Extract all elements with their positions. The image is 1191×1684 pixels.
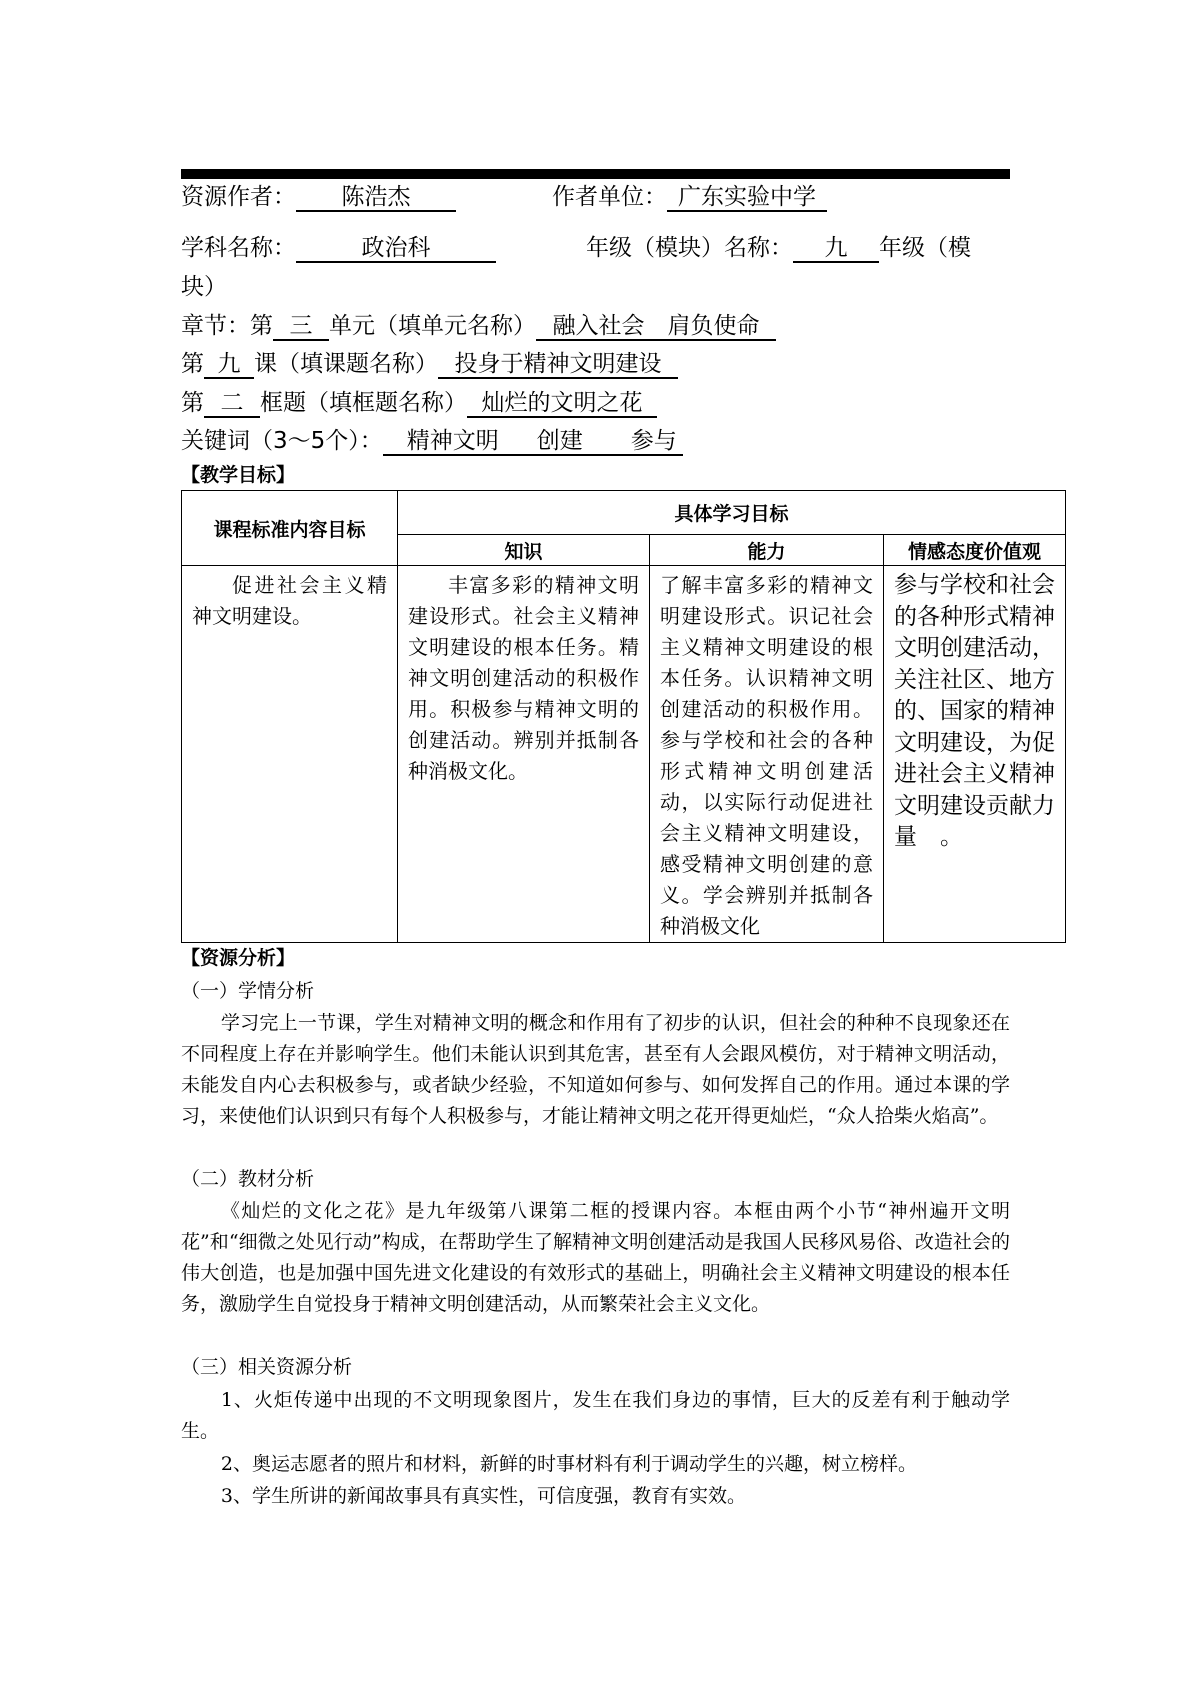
keyword-2: 创建 [536,428,583,454]
goals-section-title: 【教学目标】 [181,464,296,486]
ability-header: 能力 [650,535,884,566]
attitude-cell [884,566,1066,943]
lesson-num: 九 [204,351,254,379]
header-rule [181,169,1010,179]
group-header: 具体学习目标 [398,491,1066,535]
keyword-3: 参与 [630,428,677,454]
subject-value: 政治科 [296,235,496,263]
keyword-1: 精神文明 [406,428,499,454]
list-item: 3、学生所讲的新闻故事具有真实性，可信度强，教育有实效。 [220,1485,746,1507]
analysis-1-title: （一）学情分析 [181,980,315,1002]
lesson-mid: 课（填课题名称） [254,351,438,377]
list-item: 1、火炬传递中出现的不文明现象图片，发生在我们身边的事情，巨大的反差有利于触动学生。 [181,1389,1010,1442]
standard-cell [182,566,398,943]
analysis-1-text: 学习完上一节课，学生对精神文明的概念和作用有了初步的认识，但社会的种种不良现象还在不同程度上存在并影响学生。他们未能认识到其危害，甚至有人会跟风模仿，对于精神文明活动，未能发自内心去积极参与，或者缺少经验，不知道如何参与、如何发挥自己的作用。通过本课的学习，来使他们认识到只有每个人积极参与，才能让精神文明之花开得更灿烂，“众人拾柴火焰高”。 [181,1012,1010,1127]
subject-label: 学科名称： [181,235,296,261]
chapter-name: 融入社会 肩负使命 [536,313,776,341]
subject-line [181,233,971,263]
frame-line [181,388,657,418]
author-line [181,182,827,212]
author-value: 陈浩杰 [296,184,456,212]
standard-text: 促进社会主义精神文明建设。 [192,573,387,628]
attitude-text: 参与学校和社会的各种形式精神文明创建活动，关注社区、地方的、国家的精神文明建设，为促进社会主义精神文明建设贡献力量 。 [894,572,1055,850]
grade-suffix-line: 块） [181,274,227,300]
ability-text: 了解丰富多彩的精神文明建设形式。识记社会主义精神文明建设的根本任务。认识精神文明创建活动的积极作用。参与学校和社会的各种形式精神文明创建活动，以实际行动促进社会主义精神文明建设，感受精神文明创建的意义。学会辨别并抵制各种消极文化 [660,573,873,938]
frame-num: 二 [204,390,260,418]
standard-header: 课程标准内容目标 [182,491,398,566]
analysis-3-title: （三）相关资源分析 [181,1356,353,1378]
ability-cell [650,566,884,943]
org-value: 广东实验中学 [667,184,827,212]
analysis-2-text: 《灿烂的文化之花》是九年级第八课第二框的授课内容。本框由两个小节“神州遍开文明花”和“细微之处见行动”构成，在帮助学生了解精神文明创建活动是我国人民移风易俗、改造社会的伟大创造，也是加强中国先进文化建设的有效形式的基础上，明确社会主义精神文明建设的根本任务，激励学生自觉投身于精神文明创建活动，从而繁荣社会主义文化。 [181,1200,1010,1315]
goals-table [181,490,1066,943]
grade-value: 九 [793,235,879,263]
grade-suffix: 年级（模 [879,235,971,261]
chapter-mid: 单元（填单元名称） [329,313,536,339]
attitude-header: 情感态度价值观 [884,535,1066,566]
lesson-line [181,349,678,379]
keywords-label: 关键词（3～5个）： [181,428,383,454]
keywords-line [181,426,683,456]
chapter-num: 三 [273,313,329,341]
table-row [182,566,1066,943]
resource-section-title: 【资源分析】 [181,947,296,969]
goals-header-row [182,491,1066,535]
knowledge-header: 知识 [398,535,650,566]
knowledge-cell [398,566,650,943]
frame-name: 灿烂的文明之花 [467,390,657,418]
analysis-2-title: （二）教材分析 [181,1168,315,1190]
knowledge-text: 丰富多彩的精神文明建设形式。社会主义精神文明建设的根本任务。精神文明创建活动的积极作用。积极参与精神文明的创建活动。辨别并抵制各种消极文化。 [408,573,639,783]
chapter-prefix: 章节：第 [181,313,273,339]
lesson-name: 投身于精神文明建设 [438,351,678,379]
grade-label: 年级（模块）名称： [586,235,793,261]
list-item: 2、奥运志愿者的照片和材料，新鲜的时事材料有利于调动学生的兴趣，树立榜样。 [220,1453,917,1475]
lesson-prefix: 第 [181,351,204,377]
chapter-line [181,311,776,341]
frame-mid: 框题（填框题名称） [260,390,467,416]
org-label: 作者单位： [552,184,667,210]
author-label: 资源作者： [181,184,296,210]
frame-prefix: 第 [181,390,204,416]
keywords-value [383,428,683,456]
